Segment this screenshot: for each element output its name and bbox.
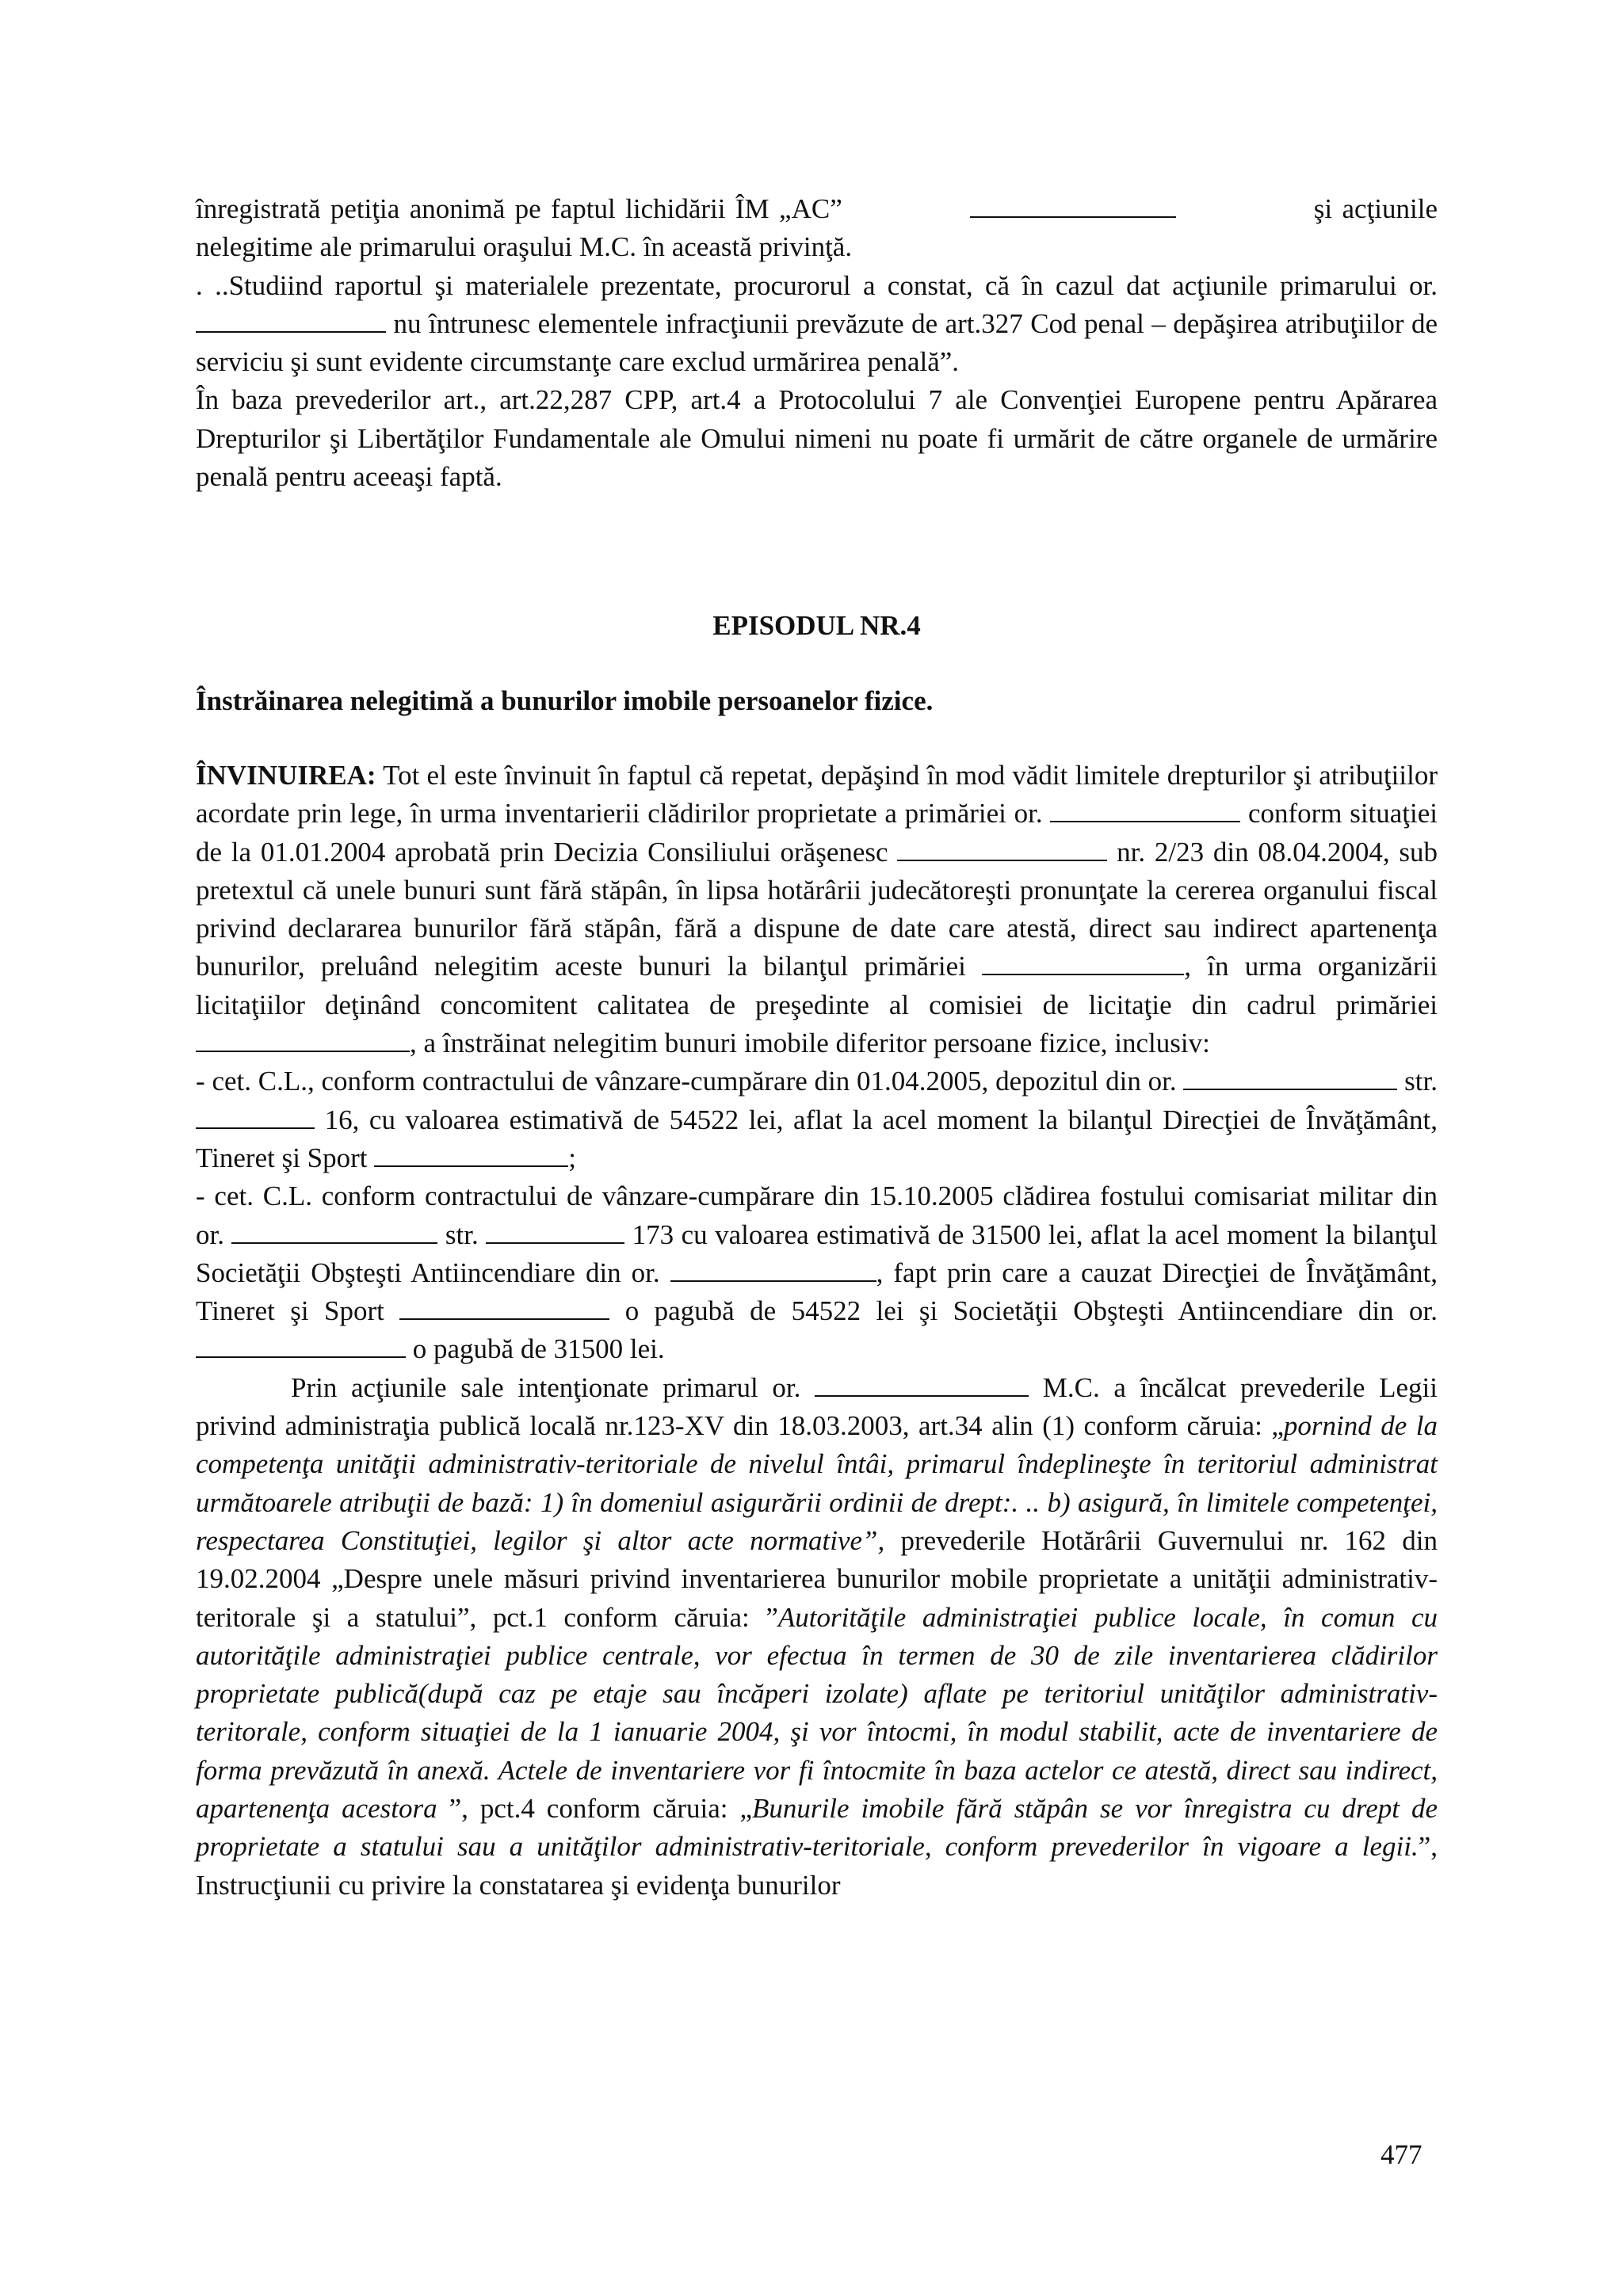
blank-line	[897, 836, 1107, 861]
list-item-commissariat: - cet. C.L. conform contractului de vânzare-cumpărare din 15.10.2005 clădirea fostului comisariat militar din or. str. 173 cu valoarea estimativă de 31500 lei, aflat la acel moment la bilanţul Societăţii Obşteşti Antiincendiare din or. , fapt prin care a cauzat Direcţiei de Învăţământ, Tineret şi Sport o pagubă de 54522 lei şi Societăţii Obşteşti Antiincendiare din or. o pagubă de 31500 lei.	[196, 1180, 1438, 1365]
accusation-label: ÎNVINUIREA:	[196, 759, 376, 791]
blank-line	[970, 193, 1176, 218]
page-body	[196, 190, 1438, 1905]
blank-line	[196, 1027, 410, 1052]
paragraph-legal-basis: În baza prevederilor art., art.22,287 CPP, art.4 a Protocolului 7 ale Convenţiei Europene pentru Apărarea Drepturilor şi Libertăţilor Fundamentale ale Omului nimeni nu poate fi urmărit de către organele de urmărire penală pentru aceeaşi faptă.	[196, 384, 1438, 493]
blank-line	[670, 1257, 876, 1282]
blank-line	[399, 1295, 609, 1320]
blank-line	[196, 1104, 315, 1129]
blank-line	[196, 307, 386, 333]
episode-title: EPISODUL NR.4	[712, 610, 921, 642]
page-number: 477	[1381, 2139, 1423, 2170]
paragraph-petition: înregistrată petiţia anonimă pe faptul lichidării ÎM „AC” şi acţiunile nelegitime ale primarului oraşului M.C. în această privinţă.	[196, 193, 1438, 263]
blank-line	[982, 950, 1184, 975]
list-item-depot: - cet. C.L., conform contractului de vânzare-cumpărare din 01.04.2005, depozitul din or. str. 16, cu valoarea estimativă de 54522 lei, aflat la acel moment la bilanţul Direcţiei de Învăţământ, Tineret şi Sport ;	[196, 1066, 1438, 1173]
blank-line	[1050, 797, 1240, 822]
blank-line	[815, 1371, 1029, 1397]
paragraph-accusation: ÎNVINUIREA: Tot el este învinuit în faptul că repetat, depăşind în mod vădit limitele drepturilor şi atribuţiilor acordate prin lege, în urma inventarierii clădirilor proprietate a primăriei or. conform situaţiei de la 01.01.2004 aprobată prin Decizia Consiliului orăşenesc nr. 2/23 din 08.04.2004, sub pretextul că unele bunuri sunt fără stăpân, în lipsa hotărârii judecătoreşti pronunţate la cererea organului fiscal privind declararea bunurilor fără stăpân, fără a dispune de date care atestă, direct sau indirect apartenenţa bunurilor, preluând nelegitim aceste bunuri la bilanţul primăriei , în urma organizării licitaţiilor deţinând concomitent calitatea de preşedinte al comisiei de licitaţie din cadrul primăriei , a înstrăinat nelegitim bunuri imobile diferitor persoane fizice, inclusiv:	[196, 759, 1438, 1059]
blank-line	[231, 1219, 437, 1244]
paragraph-study: . ..Studiind raportul şi materialele prezentate, procurorul a constat, că în cazul dat acţiunile primarului or. nu întrunesc elementele infracţiunii prevăzute de art.327 Cod penal – depăşirea atribuţiilor de serviciu şi sunt evidente circumstanţe care exclud urmărirea penală”.	[196, 269, 1438, 378]
episode-subtitle: Înstrăinarea nelegitimă a bunurilor imobile persoanelor fizice.	[196, 685, 934, 716]
paragraph-violations: Prin acţiunile sale intenţionate primarul or. M.C. a încălcat prevederile Legii privind administraţia publică locală nr.123-XV din 18.03.2003, art.34 alin (1) conform căruia: „pornind de la competenţa unităţii administrativ-teritoriale de nivelul întâi, primarul îndeplineşte în teritoriul administrat următoarele atribuţii de bază: 1) în domeniul asigurării ordinii de drept:. .. b) asigură, în limitele competenţei, respectarea Constituţiei, legilor şi altor acte normative”, prevederile Hotărârii Guvernului nr. 162 din 19.02.2004 „Despre unele măsuri privind inventarierea bunurilor mobile proprietate a unităţii administrativ-teritorale şi a statului”, pct.1 conform căruia: ”Autorităţile administraţiei publice locale, în comun cu autorităţile administraţiei publice centrale, vor efectua în termen de 30 de zile inventarierea clădirilor proprietate publică(după caz pe etaje sau încăperi izolate) aflate pe teritoriul unităţilor administrativ-teritorale, conform situaţiei de la 1 ianuarie 2004, şi vor întocmi, în modul stabilit, acte de inventariere de forma prevăzută în anexă. Actele de inventariere vor fi întocmite în baza actelor ce atestă, direct sau indirect, apartenenţa acestora ”, pct.4 conform căruia: „Bunurile imobile fără stăpân se vor înregistra cu drept de proprietate a statului sau a unităţilor administrativ-teritoriale, conform prevederilor în vigoare a legii.”, Instrucţiunii cu privire la constatarea şi evidenţa bunurilor	[196, 1371, 1438, 1901]
blank-line	[374, 1142, 568, 1167]
blank-line	[486, 1219, 624, 1244]
blank-line	[196, 1333, 406, 1358]
blank-line	[1183, 1065, 1397, 1090]
